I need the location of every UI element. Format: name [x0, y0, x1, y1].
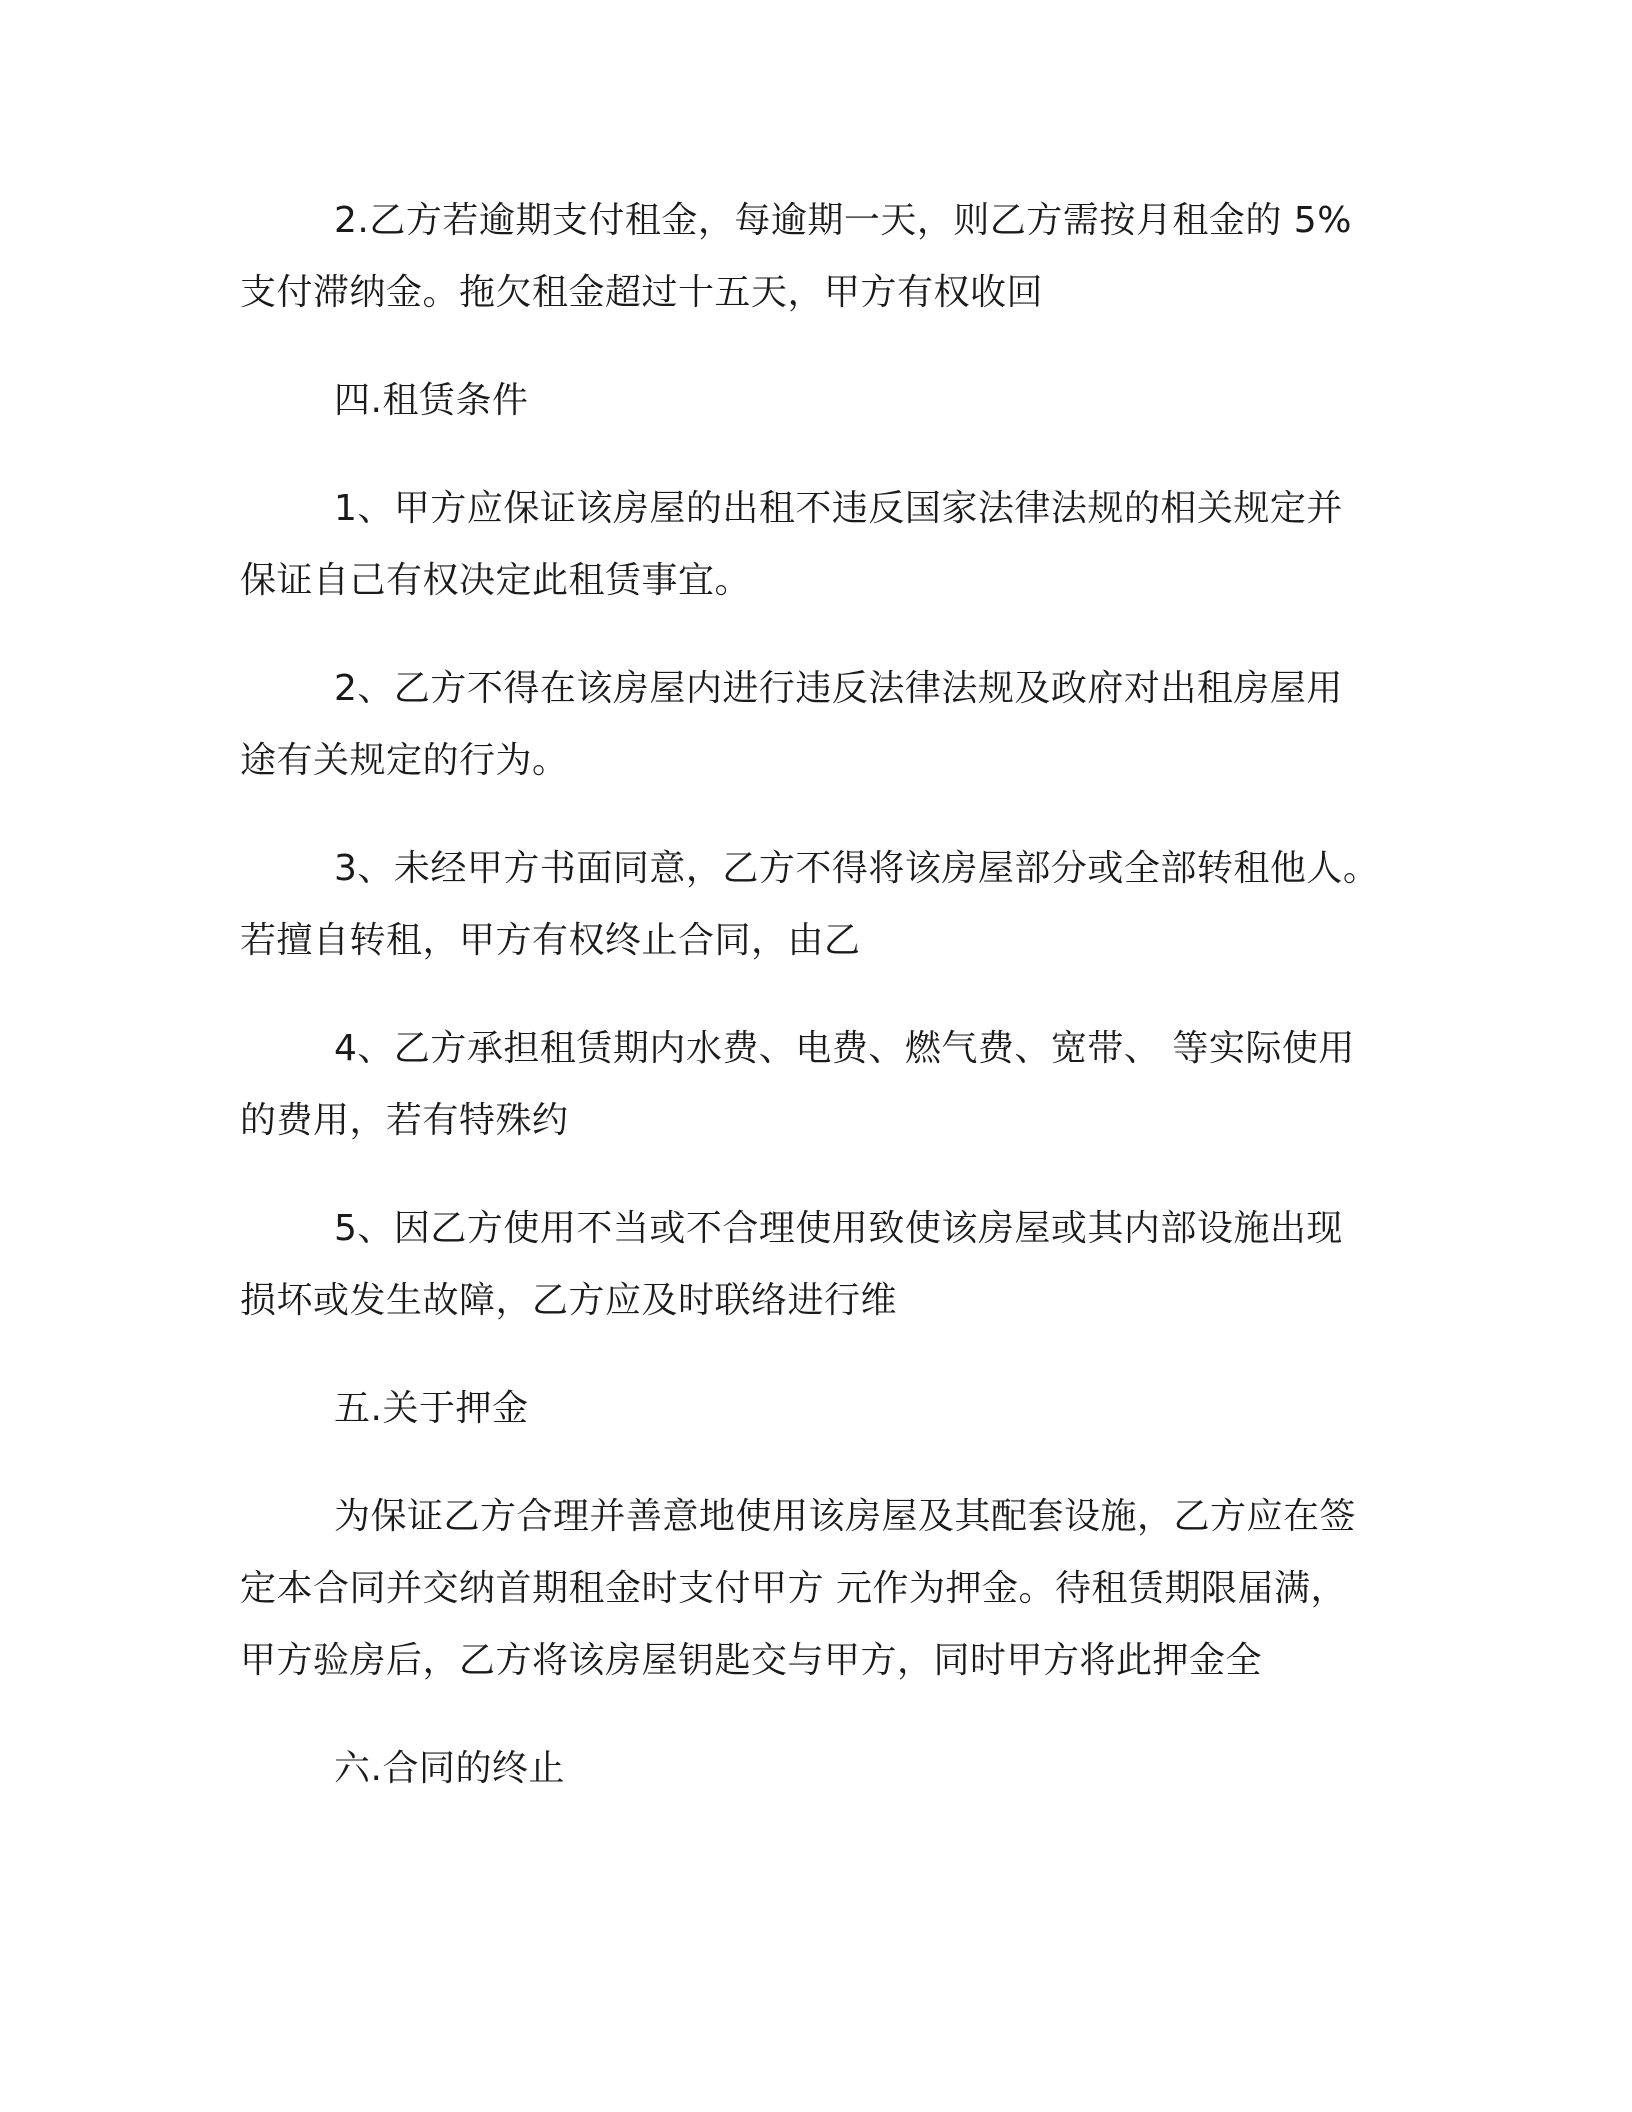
paragraph-condition-2	[240, 653, 1392, 797]
line: 4、乙方承担租赁期内水费、电费、燃气费、宽带、 等实际使用	[334, 1028, 1355, 1069]
line: 保证自己有权决定此租赁事宜。	[240, 560, 752, 601]
line: 的费用，若有特殊约	[240, 1100, 569, 1141]
line: 损坏或发生故障，乙方应及时联络进行维	[240, 1280, 898, 1321]
line: 2、乙方不得在该房屋内进行违反法律法规及政府对出租房屋用	[334, 668, 1343, 709]
line: 为保证乙方合理并善意地使用该房屋及其配套设施，乙方应在签	[334, 1496, 1357, 1537]
paragraph-condition-1	[240, 473, 1392, 617]
section-heading-lease-conditions	[240, 365, 1392, 437]
line: 定本合同并交纳首期租金时支付甲方 元作为押金。待租赁期限届满，	[240, 1568, 1347, 1609]
paragraph-condition-5	[240, 1193, 1392, 1337]
section-heading-termination	[240, 1733, 1392, 1805]
line: 途有关规定的行为。	[240, 740, 569, 781]
line: 2.乙方若逾期支付租金，每逾期一天，则乙方需按月租金的 5%	[334, 200, 1352, 241]
line: 若擅自转租，甲方有权终止合同，由乙	[240, 920, 861, 961]
line: 5、因乙方使用不当或不合理使用致使该房屋或其内部设施出现	[334, 1208, 1343, 1249]
heading-text: 四.租赁条件	[334, 380, 529, 421]
heading-text: 六.合同的终止	[334, 1748, 565, 1789]
paragraph-condition-4	[240, 1013, 1392, 1157]
paragraph-late-payment	[240, 185, 1392, 329]
document-body	[240, 185, 1392, 1841]
line: 甲方验房后，乙方将该房屋钥匙交与甲方，同时甲方将此押金全	[240, 1640, 1263, 1681]
line: 3、未经甲方书面同意，乙方不得将该房屋部分或全部转租他人。	[334, 848, 1380, 889]
paragraph-condition-3	[240, 833, 1392, 977]
heading-text: 五.关于押金	[334, 1388, 529, 1429]
line: 支付滞纳金。拖欠租金超过十五天，甲方有权收回	[240, 272, 1044, 313]
section-heading-deposit	[240, 1373, 1392, 1445]
paragraph-deposit	[240, 1481, 1392, 1697]
line: 1、甲方应保证该房屋的出租不违反国家法律法规的相关规定并	[334, 488, 1343, 529]
